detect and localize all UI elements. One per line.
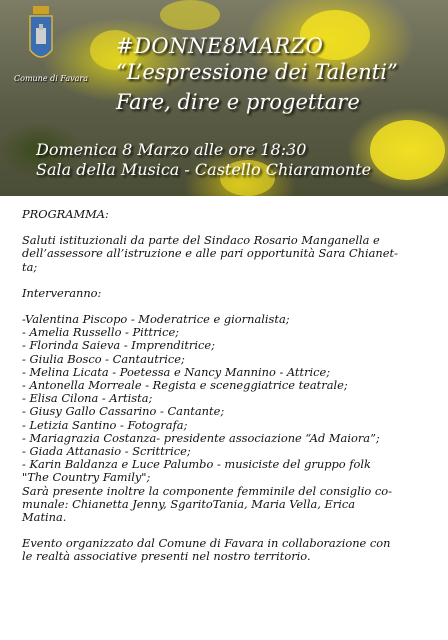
event-subtitle: “L’espressione dei Talenti”	[116, 60, 398, 84]
list-item: - Melina Licata - Poetessa e Nancy Mannino - Attrice;	[22, 364, 331, 379]
event-date: Domenica 8 Marzo alle ore 18:30	[36, 140, 307, 159]
list-item: - Mariagrazia Costanza- presidente associazione “Ad Maiora”;	[22, 430, 380, 445]
event-hashtag: #DONNE8MARZO	[116, 34, 324, 58]
list-item: - Letizia Santino - Fotografa;	[22, 417, 188, 432]
mimosa-flower-shape	[160, 0, 220, 30]
list-item: -Valentina Piscopo - Moderatrice e giornalista;	[22, 312, 290, 327]
list-item: - Giusy Gallo Cassarino - Cantante;	[22, 404, 225, 419]
programma-heading: PROGRAMMA:	[22, 207, 109, 221]
list-item: - Elisa Cilona - Artista;	[22, 391, 153, 406]
interveranno-heading: Interveranno:	[22, 285, 102, 300]
mimosa-flower-shape	[370, 120, 445, 180]
presente-line: Sarà presente inoltre la componente femminile del consiglio co-	[22, 483, 392, 498]
comune-crest-icon	[26, 6, 56, 70]
presente-line: munale: Chianetta Jenny, SgaritoTania, Maria Vella, Erica	[22, 496, 356, 511]
event-tagline: Fare, dire e progettare	[116, 90, 360, 114]
list-item: - Florinda Saieva - Imprenditrice;	[22, 338, 215, 353]
speakers-list	[22, 313, 434, 485]
program-text	[22, 208, 434, 564]
evento-line: Evento organizzato dal Comune di Favara in collaborazione con	[22, 536, 391, 551]
saluti-line: ta;	[22, 259, 38, 274]
list-item: - Karin Baldanza e Luce Palumbo - musiciste del gruppo folk	[22, 457, 371, 472]
presente-line: Matina.	[22, 510, 67, 525]
list-item: - Antonella Morreale - Regista e sceneggiatrice teatrale;	[22, 378, 348, 393]
list-item: - Giulia Bosco - Cantautrice;	[22, 351, 185, 366]
event-venue: Sala della Musica - Castello Chiaramonte	[36, 160, 372, 179]
header-banner	[0, 0, 448, 196]
list-item: "The Country Family";	[22, 470, 151, 485]
saluti-line: Saluti istituzionali da parte del Sindaco Rosario Manganella e	[22, 233, 380, 248]
saluti-line: dell’assessore all’istruzione e alle pari opportunità Sara Chianet-	[22, 246, 398, 261]
list-item: - Amelia Russello - Pittrice;	[22, 325, 180, 340]
evento-line: le realtà associative presenti nel nostro territorio.	[22, 549, 311, 564]
comune-label: Comune di Favara	[14, 74, 88, 83]
list-item: - Giada Attanasio - Scrittrice;	[22, 444, 191, 459]
